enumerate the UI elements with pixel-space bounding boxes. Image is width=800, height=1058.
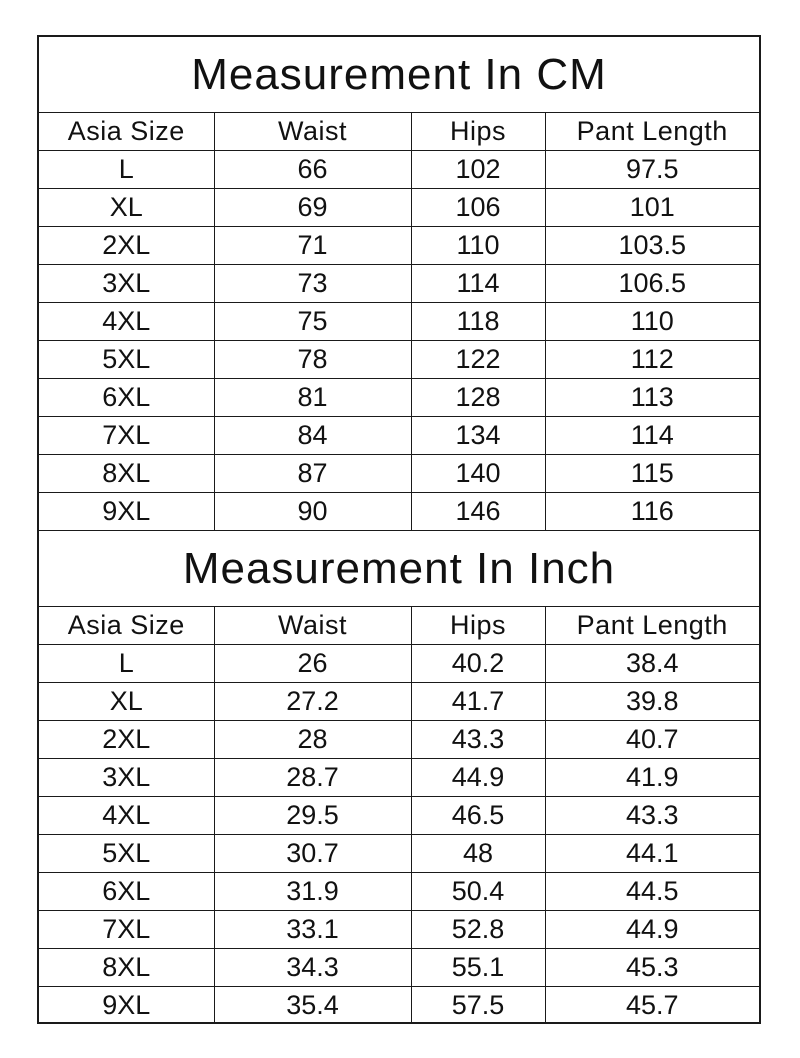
table-header-row [39,607,759,645]
cell-pant-length: 97.5 [545,151,759,189]
inch-table-title: Measurement In Inch [39,531,759,607]
cell-waist: 78 [214,341,411,379]
cell-pant-length: 45.3 [545,949,759,987]
cell-asia-size: 9XL [39,493,214,531]
table-row [39,645,759,683]
cell-hips: 46.5 [411,797,545,835]
cell-asia-size: 3XL [39,265,214,303]
cell-hips: 41.7 [411,683,545,721]
cell-pant-length: 116 [545,493,759,531]
cell-waist: 34.3 [214,949,411,987]
cell-asia-size: 7XL [39,417,214,455]
cell-hips: 140 [411,455,545,493]
cell-pant-length: 44.5 [545,873,759,911]
column-header-pant-length: Pant Length [545,607,759,645]
cell-pant-length: 103.5 [545,227,759,265]
cell-hips: 43.3 [411,721,545,759]
cell-pant-length: 106.5 [545,265,759,303]
cell-hips: 55.1 [411,949,545,987]
table-row [39,949,759,987]
cell-asia-size: 6XL [39,873,214,911]
table-row [39,759,759,797]
cell-asia-size: 4XL [39,303,214,341]
table-row [39,189,759,227]
cell-waist: 66 [214,151,411,189]
table-row [39,493,759,531]
cell-waist: 28.7 [214,759,411,797]
cell-asia-size: 2XL [39,227,214,265]
table-row [39,417,759,455]
cell-hips: 134 [411,417,545,455]
cell-hips: 106 [411,189,545,227]
cell-hips: 40.2 [411,645,545,683]
table-row [39,797,759,835]
cell-pant-length: 44.9 [545,911,759,949]
column-header-waist: Waist [214,113,411,151]
table-row [39,835,759,873]
cell-waist: 29.5 [214,797,411,835]
cell-pant-length: 45.7 [625,990,679,1020]
cell-pant-length: 40.7 [545,721,759,759]
cell-hips: 52.8 [411,911,545,949]
cell-waist: 71 [214,227,411,265]
column-header-pant-length: Pant Length [545,113,759,151]
cell-pant-length: 112 [545,341,759,379]
table-header-row [39,113,759,151]
cell-asia-size: 3XL [39,759,214,797]
table-row [39,721,759,759]
table-row [39,303,759,341]
size-chart [37,35,761,1024]
cell-waist: 28 [214,721,411,759]
column-header-asia-size: Asia Size [39,113,214,151]
column-header-hips: Hips [411,607,545,645]
cell-hips: 114 [411,265,545,303]
cell-pant-length: 110 [545,303,759,341]
cm-table-title: Measurement In CM [39,37,759,113]
cell-hips: 118 [411,303,545,341]
cell-pant-length: 41.9 [545,759,759,797]
cell-asia-size: XL [39,683,214,721]
inch-size-table [39,607,759,1024]
cell-waist: 81 [214,379,411,417]
cm-table-block [39,37,759,531]
cell-asia-size: L [39,645,214,683]
cell-hips: 57.5 [411,987,545,1025]
table-row [39,265,759,303]
cell-hips: 44.9 [411,759,545,797]
cell-asia-size: 7XL [39,911,214,949]
cell-asia-size: 8XL [39,455,214,493]
cell-asia-size: 9XL [39,987,214,1025]
column-header-waist: Waist [214,607,411,645]
cell-waist: 33.1 [214,911,411,949]
cell-waist: 69 [214,189,411,227]
cell-pant-length: 43.3 [545,797,759,835]
cell-waist: 35.4 [214,987,411,1025]
cell-asia-size: XL [39,189,214,227]
column-header-asia-size: Asia Size [39,607,214,645]
cell-pant-length: 115 [545,455,759,493]
cell-waist: 27.2 [214,683,411,721]
cell-waist: 30.7 [214,835,411,873]
table-row [39,379,759,417]
table-row [39,341,759,379]
cell-asia-size: L [39,151,214,189]
cell-hips: 50.4 [411,873,545,911]
inch-table-block [39,531,759,1024]
cell-hips: 102 [411,151,545,189]
cell-asia-size: 2XL [39,721,214,759]
cell-waist: 75 [214,303,411,341]
table-row [39,987,759,1025]
cell-waist: 84 [214,417,411,455]
cell-pant-length: 38.4 [545,645,759,683]
cell-hips: 110 [411,227,545,265]
cell-asia-size: 4XL [39,797,214,835]
cell-waist: 90 [214,493,411,531]
cell-hips: 48 [411,835,545,873]
cell-pant-length: 44.1 [545,835,759,873]
cell-pant-length: 114 [545,417,759,455]
cell-waist: 26 [214,645,411,683]
cell-hips: 122 [411,341,545,379]
table-row [39,455,759,493]
cell-pant-length: 101 [545,189,759,227]
table-row [39,911,759,949]
cell-waist: 87 [214,455,411,493]
column-header-hips: Hips [411,113,545,151]
cell-asia-size: 5XL [39,835,214,873]
cell-hips: 146 [411,493,545,531]
table-row [39,151,759,189]
cell-waist: 31.9 [214,873,411,911]
cell-waist: 73 [214,265,411,303]
table-row [39,873,759,911]
table-row [39,227,759,265]
cell-asia-size: 8XL [39,949,214,987]
cell-pant-length: 39.8 [545,683,759,721]
cm-size-table [39,113,759,531]
cell-asia-size: 5XL [39,341,214,379]
cell-pant-length: 113 [545,379,759,417]
table-row [39,683,759,721]
cell-hips: 128 [411,379,545,417]
cell-asia-size: 6XL [39,379,214,417]
